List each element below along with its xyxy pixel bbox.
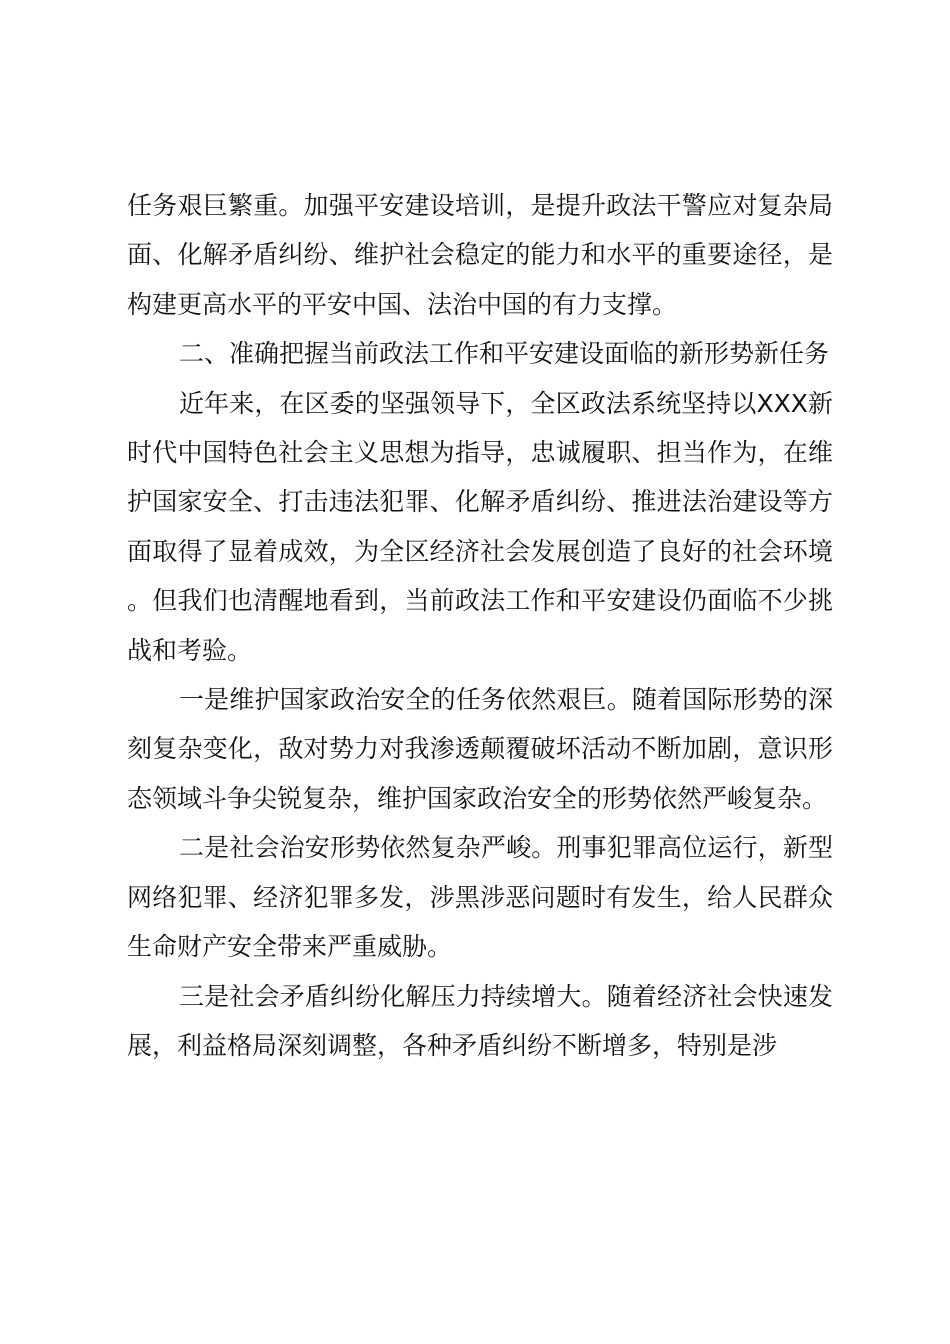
section-heading: 二、准确把握当前政法工作和平安建设面临的新形势新任务 [179,339,830,369]
document-body [127,181,833,1070]
paragraph: 二是社会治安形势依然复杂严峻。刑事犯罪高位运行，新型网络犯罪、经济犯罪多发，涉黑涉恶问题时有发生，给人民群众生命财产安全带来严重威胁。 [127,833,833,962]
paragraph: 三是社会矛盾纠纷化解压力持续增大。随着经济社会快速发展，利益格局深刻调整，各种矛盾纠纷不断增多，特别是涉 [127,981,833,1060]
paragraph: 一是维护国家政治安全的任务依然艰巨。随着国际形势的深刻复杂变化，敌对势力对我渗透颠覆破坏活动不断加剧，意识形态领域斗争尖锐复杂，维护国家政治安全的形势依然严峻复杂。 [127,685,833,813]
paragraph: 任务艰巨繁重。加强平安建设培训，是提升政法干警应对复杂局面、化解矛盾纠纷、维护社会稳定的能力和水平的重要途径，是构建更高水平的平安中国、法治中国的有力支撑。 [127,191,833,319]
paragraph: 近年来，在区委的坚强领导下，全区政法系统坚持以XXX新时代中国特色社会主义思想为指导，忠诚履职、担当作为，在维护国家安全、打击违法犯罪、化解矛盾纠纷、推进法治建设等方面取得了显着成效，为全区经济社会发展创造了良好的社会环境。但我们也清醒地看到，当前政法工作和平安建设仍面临不少挑战和考验。 [127,388,833,665]
